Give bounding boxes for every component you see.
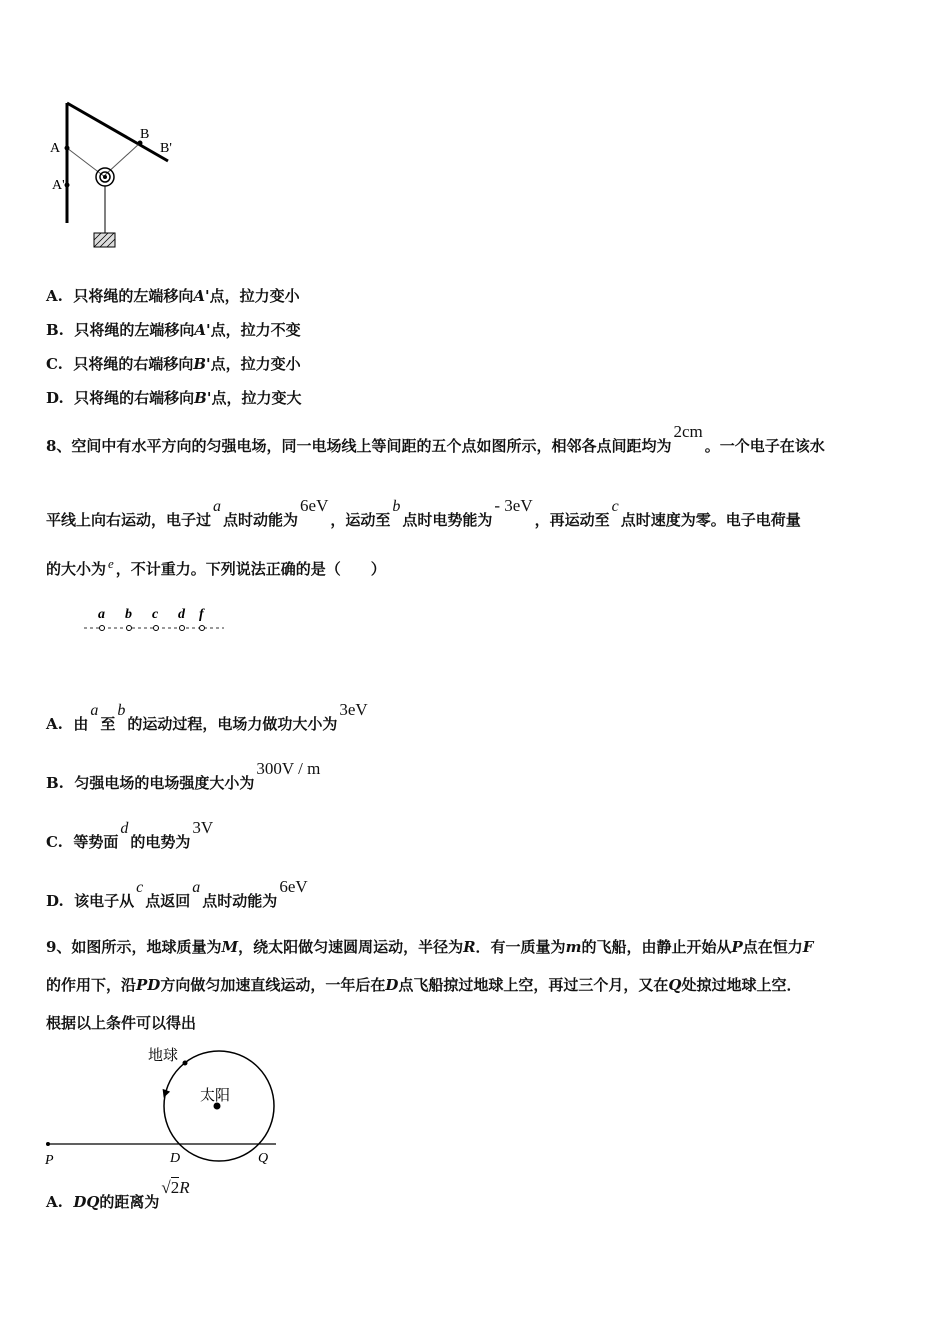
text-q9-l1-4: ．有一质量为: [475, 938, 566, 956]
text-q9-l2-4: 点飞船掠过地球上空，再过三个月，又在: [398, 976, 669, 994]
q8-option-d[interactable]: [46, 877, 310, 912]
text-q7-options-1-pre: 只将绳的左端移向: [74, 321, 195, 339]
text-q8-optA-t2: 至: [100, 715, 116, 733]
text-q9-l1-8: 点在恒力: [742, 938, 803, 956]
text-q7-options-2-letter: C.: [46, 355, 63, 373]
text-q8-l2-c: ，运动至: [330, 511, 391, 529]
text-q8-optD-v1: c: [136, 879, 144, 896]
label-point-a: a: [98, 607, 105, 622]
text-q8-optD-v2: a: [192, 879, 201, 896]
text-q9-l1-2: ，绕太阳做匀速圆周运动，半径为: [238, 938, 464, 956]
label-d: D: [170, 1151, 181, 1166]
q8-line-2: [46, 496, 801, 531]
q8-line-1: [46, 422, 825, 456]
text-q7-options-0-letter: A.: [46, 287, 63, 305]
text-q8-optA-math: 3eV: [339, 700, 368, 719]
text-q8-optB-letter: B.: [46, 774, 64, 792]
text-q8-l2-e: ，再运动至: [534, 511, 610, 529]
text-q7-options-1-pt: A': [194, 321, 211, 339]
point-c: [154, 626, 159, 631]
text-q8-l3-b: ，不计重力。下列说法正确的是（ ）: [115, 560, 386, 578]
text-q8-optA-t3: 的运动过程，电场力做功大小为: [127, 715, 338, 733]
text-q9-l1-7: P: [731, 938, 743, 956]
text-q8-optC-v1: d: [120, 820, 129, 837]
text-q8-optA-v2: b: [117, 702, 126, 719]
text-q8-optC-letter: C.: [46, 833, 63, 851]
q7-option-c[interactable]: [46, 354, 301, 374]
point-d: [180, 626, 185, 631]
text-q7-options-3-pt: B': [194, 389, 212, 407]
text-q8-ep: - 3eV: [494, 496, 533, 515]
label-point-d: d: [178, 607, 185, 622]
text-q8-optD-letter: D.: [46, 892, 64, 910]
text-q9-l1-9: F: [802, 938, 814, 956]
text-q8-l1-math: 2cm: [673, 422, 703, 441]
text-q9-l1-5: m: [565, 938, 582, 956]
pulley-diagram: [40, 95, 200, 255]
text-q8-v-a: a: [213, 498, 222, 515]
label-b-prime: B': [160, 141, 172, 156]
earth-dot: [183, 1061, 188, 1066]
label-sun: 太阳: [200, 1088, 231, 1104]
label-earth: 地球: [148, 1048, 179, 1064]
text-q9-optA-post: 的距离为: [99, 1193, 160, 1211]
sqrt-expression: √2R: [161, 1178, 190, 1197]
text-q7-options-3-letter: D.: [46, 389, 64, 407]
text-q9-l2-0: 的作用下，沿: [46, 976, 137, 994]
text-q8-optD-t3: 点时动能为: [202, 892, 278, 910]
text-q8-l2-d: 点时电势能为: [402, 511, 493, 529]
text-q8-optC-t1: 等势面: [73, 833, 119, 851]
q9-line-3: 根据以上条件可以得出: [46, 1014, 197, 1032]
label-a: A: [50, 141, 61, 156]
text-q8-optA-letter: A.: [46, 715, 63, 733]
text-q8-optD-t2: 点返回: [145, 892, 191, 910]
text-q9-l2-5: Q: [668, 976, 682, 994]
text-q7-options-0-pre: 只将绳的左端移向: [73, 287, 194, 305]
orbit-diagram: [40, 1040, 300, 1172]
text-q8-l1-post: 。一个电子在该水: [704, 437, 825, 455]
text-q8-optC-t2: 的电势为: [130, 833, 191, 851]
label-q: Q: [258, 1151, 269, 1166]
text-q9-l1-3: R: [463, 938, 476, 956]
text-q8-l2-a: 平线上向右运动，电子过: [46, 511, 212, 529]
text-q8-l2-b: 点时动能为: [223, 511, 299, 529]
text-q8-optA-v1: a: [90, 702, 99, 719]
text-q9-optA-pre: DQ: [73, 1193, 100, 1211]
point-a: [100, 626, 105, 631]
text-q9-optA-letter: A.: [46, 1193, 63, 1211]
text-q7-options-1-post: 点，拉力不变: [210, 321, 301, 339]
text-q8-optB-math: 300V / m: [256, 759, 321, 778]
text-q8-v-e: e: [108, 556, 114, 571]
text-q9-l1-0: 9、如图所示，地球质量为: [46, 938, 222, 956]
q9-line-2: [46, 975, 801, 995]
q8-line-3: [46, 556, 386, 580]
q9-line-1: [46, 937, 813, 957]
label-point-b: b: [125, 607, 132, 622]
text-q9-l1-6: 的飞船，由静止开始从: [581, 938, 732, 956]
text-q9-l1-1: M: [221, 938, 239, 956]
field-line-points-diagram: [80, 602, 230, 638]
text-q7-options-2-pre: 只将绳的右端移向: [73, 355, 194, 373]
text-q8-l3-a: 的大小为: [46, 560, 107, 578]
text-q8-optD-t1: 该电子从: [74, 892, 135, 910]
label-point-c: c: [152, 607, 159, 622]
q7-option-b[interactable]: [46, 320, 301, 340]
text-q8-optC-math: 3V: [192, 818, 214, 837]
text-q7-options-0-post: 点，拉力变小: [209, 287, 300, 305]
text-q9-l2-3: D: [385, 976, 399, 994]
text-q9-l2-2: 方向做匀加速直线运动，一年后在: [160, 976, 386, 994]
q7-option-d[interactable]: [46, 388, 301, 408]
text-q7-options-3-post: 点，拉力变大: [211, 389, 302, 407]
text-q8-v-c: c: [611, 498, 619, 515]
text-q7-options-2-pt: B': [193, 355, 211, 373]
text-q8-ek: 6eV: [300, 496, 329, 515]
q8-option-b[interactable]: [46, 759, 322, 793]
text-q8-optB-t1: 匀强电场的电场强度大小为: [74, 774, 255, 792]
text-q7-options-1-letter: B.: [46, 321, 64, 339]
text-q7-options-3-pre: 只将绳的右端移向: [74, 389, 195, 407]
label-b: B: [140, 127, 150, 142]
q7-option-a[interactable]: [46, 286, 300, 306]
text-q8-l1-pre: 8、空间中有水平方向的匀强电场，同一电场线上等间距的五个点如图所示，相邻各点间距均为: [46, 437, 672, 455]
text-q9-l2-1: PD: [136, 976, 161, 994]
point-b: [127, 626, 132, 631]
text-q8-v-b: b: [392, 498, 401, 515]
text-q7-options-0-pt: A': [193, 287, 210, 305]
label-a-prime: A': [52, 178, 65, 193]
q8-option-a[interactable]: [46, 700, 370, 735]
q8-option-c[interactable]: [46, 818, 215, 853]
text-q8-optD-math: 6eV: [279, 877, 308, 896]
text-q8-l2-f: 点时速度为零。电子电荷量: [620, 511, 801, 529]
point-f: [200, 626, 205, 631]
text-q8-optA-t1: 由: [73, 715, 89, 733]
text-q7-options-2-post: 点，拉力变小: [210, 355, 301, 373]
label-point-f: f: [199, 607, 204, 622]
q9-option-a[interactable]: [46, 1178, 192, 1212]
text-q9-l2-6: 处掠过地球上空．: [681, 976, 802, 994]
label-p: P: [45, 1153, 54, 1168]
